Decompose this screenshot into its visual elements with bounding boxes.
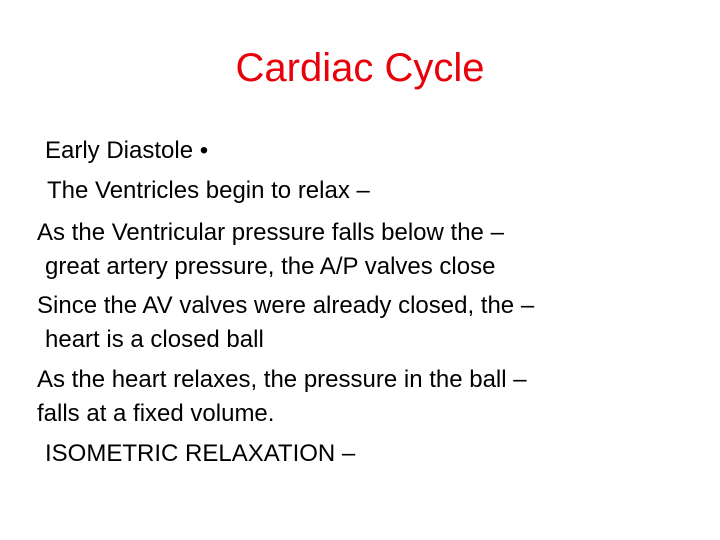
text-line: heart is a closed ball bbox=[45, 326, 264, 353]
text-line: falls at a fixed volume. bbox=[37, 400, 275, 427]
text-line: ISOMETRIC RELAXATION – bbox=[45, 440, 356, 467]
text-line: As the heart relaxes, the pressure in the ball – bbox=[37, 366, 527, 393]
slide-title: Cardiac Cycle bbox=[235, 46, 485, 90]
text-line: great artery pressure, the A/P valves close bbox=[45, 253, 496, 280]
text-line: As the Ventricular pressure falls below the – bbox=[37, 219, 504, 246]
text-line: Since the AV valves were already closed, the – bbox=[37, 292, 535, 319]
heading-early-diastole: Early Diastole • bbox=[45, 137, 209, 164]
text-line: The Ventricles begin to relax – bbox=[47, 177, 370, 204]
